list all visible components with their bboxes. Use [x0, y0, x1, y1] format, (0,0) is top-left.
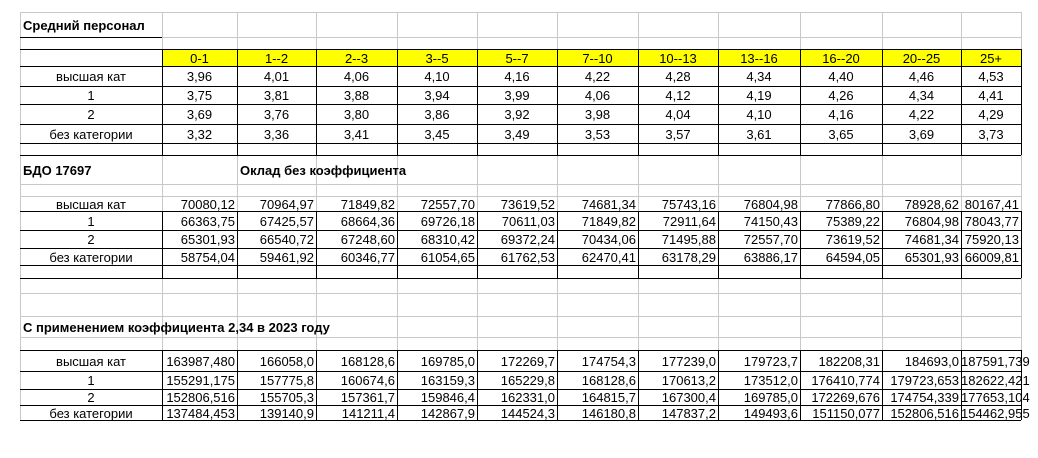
- data-cell[interactable]: 3,73: [978, 126, 1004, 142]
- data-cell[interactable]: 157361,7: [340, 390, 395, 405]
- data-cell[interactable]: 3,53: [584, 126, 611, 142]
- data-cell[interactable]: 149493,6: [743, 406, 798, 421]
- row-label[interactable]: без категории: [49, 126, 133, 142]
- row-label[interactable]: без категории: [49, 406, 133, 421]
- data-cell[interactable]: 69726,18: [420, 213, 475, 229]
- data-cell[interactable]: 152806,516: [166, 390, 235, 405]
- data-cell[interactable]: 154462,955: [961, 406, 1030, 421]
- data-cell[interactable]: 3,32: [186, 126, 213, 142]
- row-label[interactable]: 1: [87, 88, 95, 103]
- data-cell[interactable]: 4,34: [746, 69, 772, 84]
- data-cell[interactable]: 73619,52: [500, 197, 555, 212]
- data-cell[interactable]: 162331,0: [500, 390, 555, 405]
- data-cell[interactable]: 3,69: [186, 107, 213, 122]
- data-cell[interactable]: 72557,70: [420, 197, 475, 212]
- grid-line: [20, 104, 1021, 105]
- data-cell[interactable]: 4,06: [343, 69, 370, 84]
- data-cell[interactable]: 168128,6: [340, 353, 395, 369]
- row-label[interactable]: высшая кат: [56, 69, 126, 84]
- data-cell[interactable]: 71849,82: [581, 213, 636, 229]
- data-cell[interactable]: 174754,339: [890, 390, 959, 405]
- column-header[interactable]: 16--20: [822, 50, 860, 66]
- data-cell[interactable]: 71495,88: [661, 232, 716, 247]
- column-header[interactable]: 1--2: [264, 50, 289, 66]
- data-cell[interactable]: 80167,41: [964, 197, 1019, 212]
- grid-line: [20, 337, 1021, 338]
- data-cell[interactable]: 4,19: [746, 88, 772, 103]
- grid-line: [20, 278, 1021, 279]
- data-cell[interactable]: 3,61: [746, 126, 772, 142]
- data-cell[interactable]: 182208,31: [818, 353, 880, 369]
- data-cell[interactable]: 3,92: [504, 107, 530, 122]
- data-cell[interactable]: 4,26: [828, 88, 854, 103]
- data-cell[interactable]: 70434,06: [581, 232, 636, 247]
- data-cell[interactable]: 3,81: [263, 88, 290, 103]
- data-cell[interactable]: 152806,516: [890, 406, 959, 421]
- data-cell[interactable]: 70080,12: [180, 197, 235, 212]
- data-cell[interactable]: 73619,52: [825, 232, 880, 247]
- data-cell[interactable]: 3,69: [908, 126, 935, 142]
- data-cell[interactable]: 174754,3: [581, 353, 636, 369]
- data-cell[interactable]: 184693,0: [904, 353, 959, 369]
- data-cell[interactable]: 61054,65: [420, 249, 475, 265]
- grid-line: [20, 350, 1021, 351]
- row-label[interactable]: высшая кат: [56, 353, 126, 369]
- data-cell[interactable]: 4,10: [424, 69, 450, 84]
- data-cell[interactable]: 59461,92: [259, 249, 314, 265]
- column-header[interactable]: 0-1: [190, 50, 209, 66]
- data-cell[interactable]: 74681,34: [581, 197, 636, 212]
- data-cell[interactable]: 74150,43: [743, 213, 798, 229]
- column-header[interactable]: 2--3: [344, 50, 369, 66]
- data-cell[interactable]: 61762,53: [500, 249, 555, 265]
- data-cell[interactable]: 146180,8: [581, 406, 636, 421]
- data-cell[interactable]: 157775,8: [259, 373, 314, 388]
- grid-line: [20, 86, 1021, 87]
- data-cell[interactable]: 68664,36: [340, 213, 395, 229]
- data-cell[interactable]: 71849,82: [340, 197, 395, 212]
- data-cell[interactable]: 75743,16: [661, 197, 716, 212]
- column-header[interactable]: 7--10: [582, 50, 613, 66]
- data-cell[interactable]: 74681,34: [904, 232, 959, 247]
- data-cell[interactable]: 3,45: [424, 126, 450, 142]
- data-cell[interactable]: 3,86: [424, 107, 450, 122]
- data-cell[interactable]: 160674,6: [340, 373, 395, 388]
- column-header[interactable]: 5--7: [505, 50, 529, 66]
- data-cell[interactable]: 159846,4: [420, 390, 475, 405]
- row-label[interactable]: 2: [87, 232, 95, 247]
- section-title-bdo[interactable]: БДО 17697: [23, 162, 92, 178]
- data-cell[interactable]: 3,98: [584, 107, 611, 122]
- data-cell[interactable]: 168128,6: [581, 373, 636, 388]
- data-cell[interactable]: 172269,676: [811, 390, 880, 405]
- data-cell[interactable]: 169785,0: [743, 390, 798, 405]
- data-cell[interactable]: 3,49: [504, 126, 530, 142]
- section-title-koefficient[interactable]: С применением коэффициента 2,34 в 2023 году: [23, 319, 330, 335]
- grid-line: [20, 293, 1021, 294]
- data-cell[interactable]: 3,57: [665, 126, 691, 142]
- data-cell[interactable]: 65301,93: [904, 249, 959, 265]
- data-cell[interactable]: 163159,3: [420, 373, 475, 388]
- data-cell[interactable]: 141211,4: [341, 406, 395, 421]
- data-cell[interactable]: 144524,3: [500, 406, 555, 421]
- row-label[interactable]: 2: [87, 390, 95, 405]
- data-cell[interactable]: 60346,77: [340, 249, 395, 265]
- data-cell[interactable]: 4,12: [665, 88, 691, 103]
- column-header[interactable]: 25+: [979, 50, 1003, 66]
- column-header[interactable]: 13--16: [740, 50, 778, 66]
- data-cell[interactable]: 4,53: [978, 69, 1004, 84]
- data-cell[interactable]: 66363,75: [180, 213, 235, 229]
- data-cell[interactable]: 3,99: [504, 88, 530, 103]
- data-cell[interactable]: 4,29: [978, 107, 1004, 122]
- data-cell[interactable]: 4,16: [828, 107, 854, 122]
- row-label[interactable]: 1: [87, 213, 95, 229]
- row-label[interactable]: высшая кат: [56, 197, 126, 212]
- data-cell[interactable]: 3,94: [424, 88, 450, 103]
- data-cell[interactable]: 155705,3: [259, 390, 314, 405]
- row-label[interactable]: 2: [87, 107, 95, 122]
- data-cell[interactable]: 4,22: [584, 69, 611, 84]
- data-cell[interactable]: 78928,62: [904, 197, 959, 212]
- data-cell[interactable]: 179723,7: [743, 353, 798, 369]
- data-cell[interactable]: 151150,077: [812, 406, 880, 421]
- data-cell[interactable]: 4,40: [828, 69, 854, 84]
- grid-line: [20, 37, 1021, 38]
- data-cell[interactable]: 3,36: [263, 126, 290, 142]
- data-cell[interactable]: 137484,453: [166, 406, 235, 421]
- data-cell[interactable]: 163987,480: [166, 353, 235, 369]
- data-cell[interactable]: 69372,24: [500, 232, 555, 247]
- data-cell[interactable]: 64594,05: [825, 249, 880, 265]
- data-cell[interactable]: 3,96: [186, 69, 213, 84]
- section-subtitle-oklad[interactable]: Оклад без коэффициента: [240, 162, 407, 178]
- data-cell[interactable]: 70964,97: [259, 197, 314, 212]
- data-cell[interactable]: 165229,8: [500, 373, 555, 388]
- data-cell[interactable]: 177653,104: [961, 390, 1030, 405]
- data-cell[interactable]: 176410,774: [811, 373, 880, 388]
- data-cell[interactable]: 155291,175: [166, 373, 235, 388]
- data-cell[interactable]: 170613,2: [661, 373, 716, 388]
- data-cell[interactable]: 142867,9: [420, 406, 475, 421]
- data-cell[interactable]: 182622,421: [961, 373, 1030, 388]
- data-cell[interactable]: 68310,42: [420, 232, 475, 247]
- data-cell[interactable]: 3,65: [828, 126, 854, 142]
- data-cell[interactable]: 172269,7: [500, 353, 555, 369]
- data-cell[interactable]: 58754,04: [180, 249, 235, 265]
- data-cell[interactable]: 4,46: [908, 69, 935, 84]
- data-cell[interactable]: 78043,77: [964, 213, 1019, 229]
- data-cell[interactable]: 3,41: [343, 126, 370, 142]
- data-cell[interactable]: 65301,93: [180, 232, 235, 247]
- data-cell[interactable]: 66009,81: [964, 249, 1019, 265]
- grid-line: [20, 37, 162, 38]
- data-cell[interactable]: 3,80: [343, 107, 370, 122]
- data-cell[interactable]: 173512,0: [743, 373, 798, 388]
- grid-line: [20, 12, 1021, 13]
- column-header[interactable]: 3--5: [425, 50, 449, 66]
- data-cell[interactable]: 4,28: [665, 69, 691, 84]
- data-cell[interactable]: 4,01: [263, 69, 290, 84]
- data-cell[interactable]: 4,34: [908, 88, 935, 103]
- data-cell[interactable]: 3,88: [343, 88, 370, 103]
- grid-line: [20, 184, 1021, 185]
- data-cell[interactable]: 4,06: [584, 88, 611, 103]
- data-cell[interactable]: 63178,29: [661, 249, 716, 265]
- data-cell[interactable]: 72911,64: [662, 213, 716, 229]
- data-cell[interactable]: 169785,0: [420, 353, 475, 369]
- column-header[interactable]: 20--25: [902, 50, 941, 66]
- grid-line: [20, 143, 1021, 144]
- data-cell[interactable]: 72557,70: [743, 232, 798, 247]
- data-cell[interactable]: 4,16: [504, 69, 530, 84]
- column-header[interactable]: 10--13: [659, 50, 697, 66]
- row-label[interactable]: без категории: [49, 249, 133, 265]
- row-label[interactable]: 1: [87, 373, 95, 388]
- grid-line: [20, 316, 1021, 317]
- data-cell[interactable]: 139140,9: [259, 406, 314, 421]
- grid-line: [1021, 211, 1022, 278]
- data-cell[interactable]: 62470,41: [581, 249, 636, 265]
- data-cell[interactable]: 76804,98: [743, 197, 798, 212]
- data-cell[interactable]: 67425,57: [259, 213, 314, 229]
- grid-line: [20, 230, 1021, 231]
- data-cell[interactable]: 4,41: [978, 88, 1004, 103]
- data-cell[interactable]: 3,76: [263, 107, 290, 122]
- grid-line: [20, 155, 1021, 156]
- grid-line: [20, 124, 1021, 125]
- data-cell[interactable]: 77866,80: [825, 197, 880, 212]
- data-cell[interactable]: 67248,60: [340, 232, 395, 247]
- data-cell[interactable]: 66540,72: [259, 232, 314, 247]
- data-cell[interactable]: 4,22: [908, 107, 935, 122]
- data-cell[interactable]: 70611,03: [501, 213, 555, 229]
- data-cell[interactable]: 177239,0: [661, 353, 716, 369]
- data-cell[interactable]: 63886,17: [743, 249, 798, 265]
- data-cell[interactable]: 75389,22: [825, 213, 880, 229]
- data-cell[interactable]: 4,10: [746, 107, 772, 122]
- grid-line: [20, 371, 1021, 372]
- data-cell[interactable]: 4,04: [665, 107, 691, 122]
- data-cell[interactable]: 75920,13: [964, 232, 1019, 247]
- section-title-sredniy-personal[interactable]: Средний персонал: [23, 17, 145, 33]
- data-cell[interactable]: 187591,739: [961, 353, 1030, 369]
- data-cell[interactable]: 147837,2: [661, 406, 716, 421]
- data-cell[interactable]: 167300,4: [661, 390, 716, 405]
- data-cell[interactable]: 3,75: [186, 88, 213, 103]
- grid-line: [1021, 49, 1022, 155]
- spreadsheet-grid: [20, 12, 1030, 432]
- data-cell[interactable]: 179723,653: [890, 373, 959, 388]
- data-cell[interactable]: 76804,98: [904, 213, 959, 229]
- data-cell[interactable]: 164815,7: [581, 390, 636, 405]
- data-cell[interactable]: 166058,0: [259, 353, 314, 369]
